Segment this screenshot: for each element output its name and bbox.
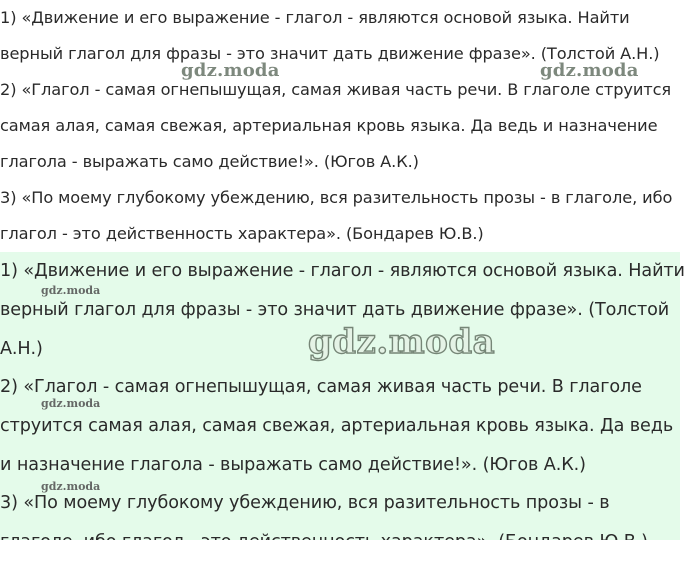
quote-2-line-2: самая алая, самая свежая, артериальная кровь языка. Да ведь и назначение <box>0 116 658 135</box>
watermark-logo: gdz.moda <box>41 480 101 493</box>
quote-2-line-1: 2) «Глагол - самая огнепышущая, самая живая часть речи. В глаголе струится <box>0 80 672 99</box>
watermark-logo: gdz.moda <box>41 284 101 297</box>
watermark-logo: gdz.moda <box>540 60 639 81</box>
quote-2-line-3: глагола - выражать само действие!». (Югов А.К.) <box>0 152 419 171</box>
page-bottom-margin <box>0 540 680 575</box>
quote-3-line-1: 3) «По моему глубокому убеждению, вся разительность прозы - в глаголе, ибо <box>0 188 673 207</box>
quotes-block-highlighted <box>0 252 685 540</box>
quote-3-line-1: 3) «По моему глубокому убеждению, вся разительность прозы - в <box>0 493 610 513</box>
quote-1-line-1: 1) «Движение и его выражение - глагол - являются основой языка. Найти <box>0 261 685 281</box>
quote-1-line-1: 1) «Движение и его выражение - глагол - являются основой языка. Найти <box>0 8 630 27</box>
quote-1-line-2: верный глагол для фразы - это значит дать движение фразе». (Толстой А.Н.) <box>0 44 660 63</box>
watermark-logo: gdz.moda <box>181 60 280 81</box>
quote-2-line-1: 2) «Глагол - самая огнепышущая, самая живая часть речи. В глаголе <box>0 377 642 397</box>
quote-2-line-3: и назначение глагола - выражать само действие!». (Югов А.К.) <box>0 455 586 475</box>
watermark-logo: gdz.moda <box>41 397 101 410</box>
quotes-block-plain <box>0 0 680 252</box>
quote-2-line-2: струится самая алая, самая свежая, артериальная кровь языка. Да ведь <box>0 416 674 436</box>
watermark-logo-large: gdz.moda <box>308 322 496 362</box>
quote-1-line-3: А.Н.) <box>0 339 43 359</box>
quote-3-line-2: глагол - это действенность характера». (Бондарев Ю.В.) <box>0 224 484 243</box>
quote-1-line-2: верный глагол для фразы - это значит дать движение фразе». (Толстой <box>0 300 670 320</box>
